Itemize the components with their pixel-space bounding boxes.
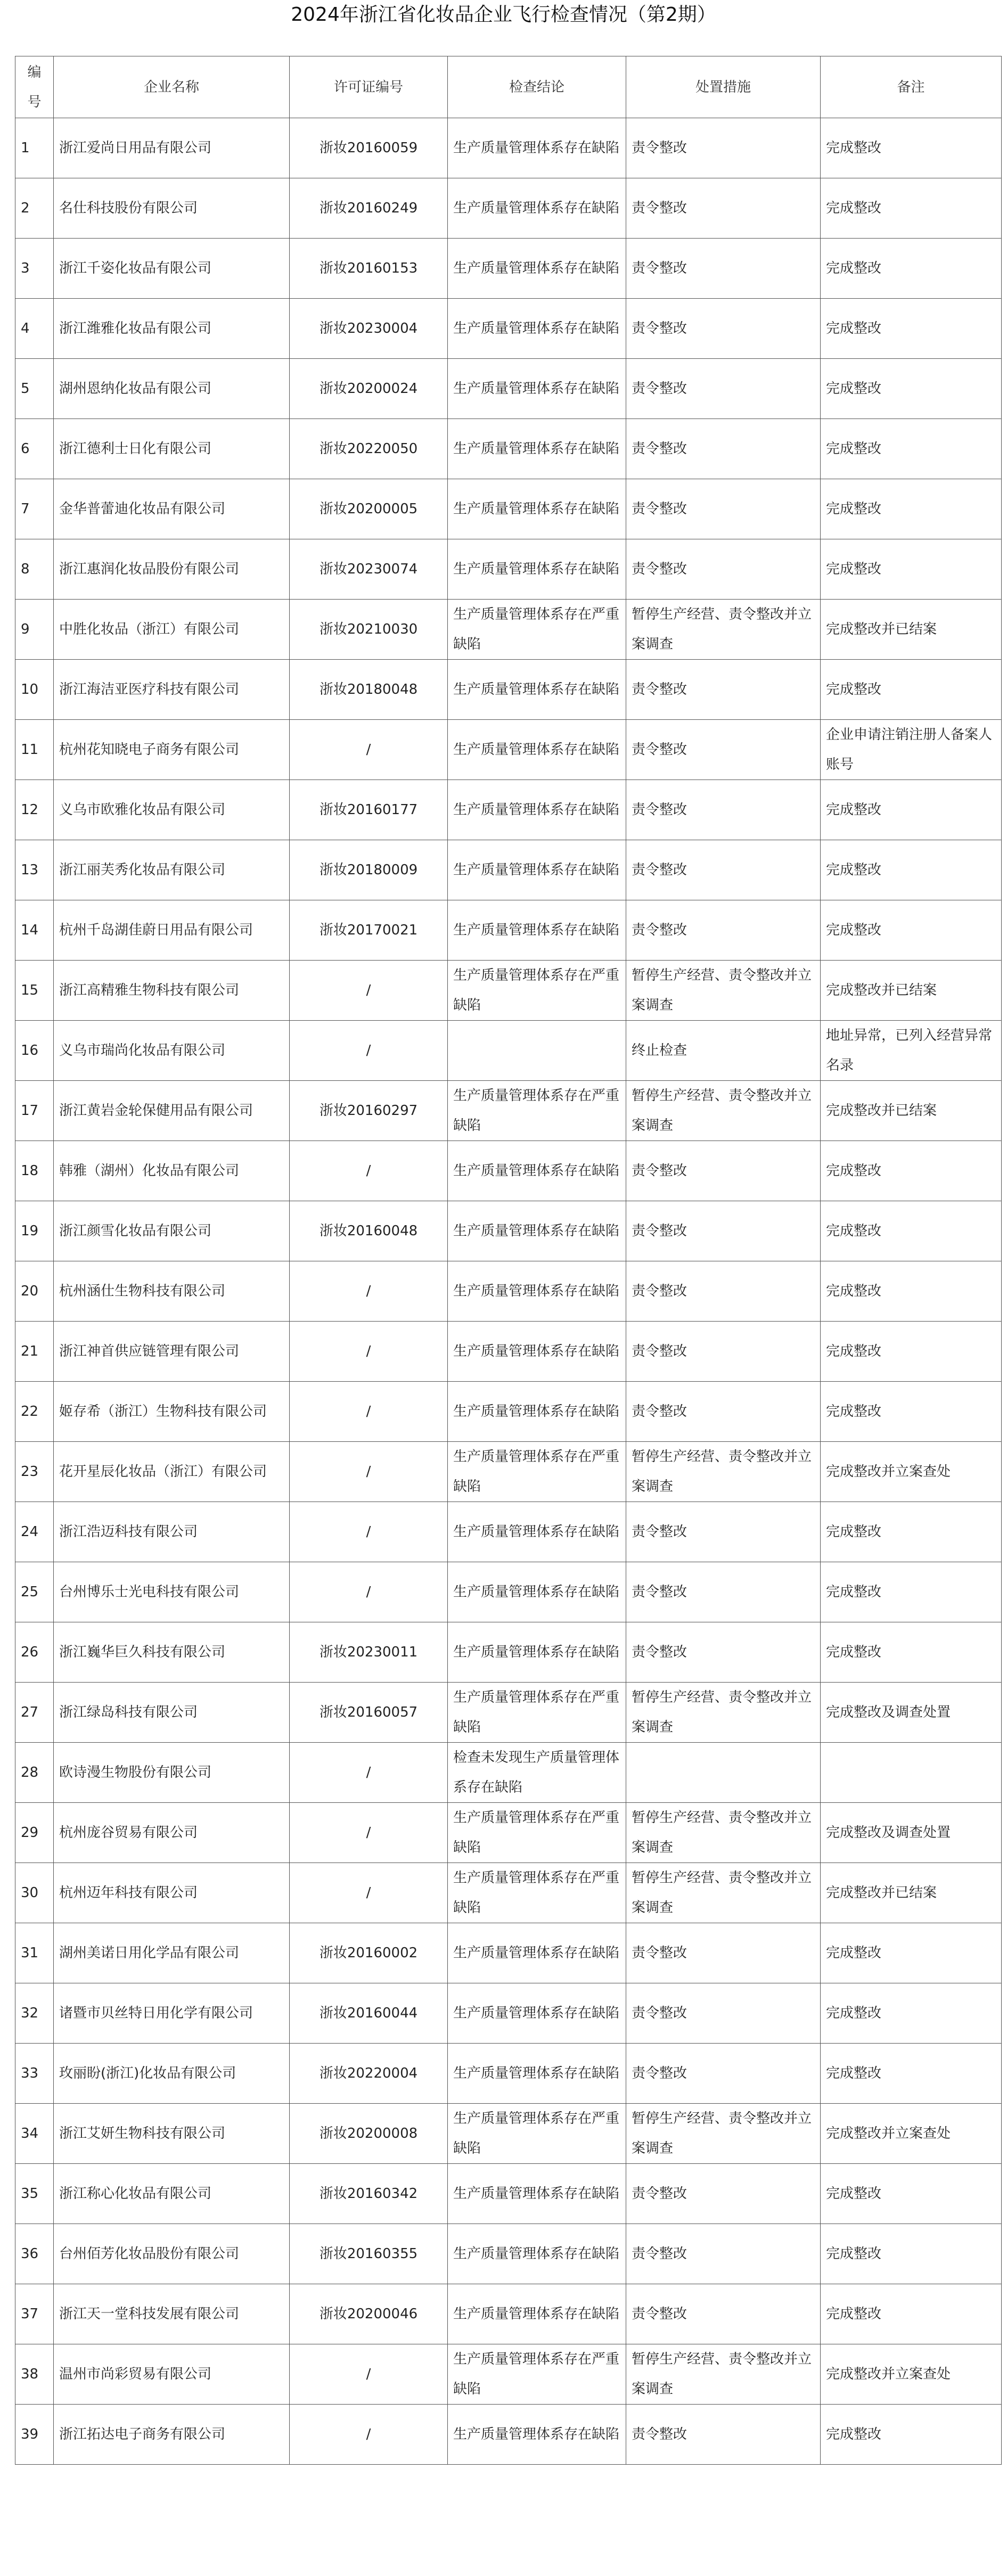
cell-company-name: 浙江称心化妆品有限公司 <box>54 2164 290 2224</box>
cell-inspection-conclusion: 生产质量管理体系存在缺陷 <box>448 1622 626 1683</box>
cell-disposal-measure: 责令整改 <box>626 2405 821 2465</box>
cell-disposal-measure: 责令整改 <box>626 479 821 539</box>
table-row <box>15 419 1002 479</box>
cell-remark: 完成整改 <box>821 780 1002 840</box>
cell-disposal-measure: 责令整改 <box>626 178 821 239</box>
cell-company-name: 姬存希（浙江）生物科技有限公司 <box>54 1382 290 1442</box>
cell-license-number: 浙妆20160355 <box>290 2224 448 2284</box>
cell-remark: 完成整改并立案查处 <box>821 2104 1002 2164</box>
cell-number: 1 <box>15 118 54 178</box>
cell-number: 31 <box>15 1923 54 1983</box>
cell-license-number: / <box>290 720 448 780</box>
cell-license-number: 浙妆20160002 <box>290 1923 448 1983</box>
table-row <box>15 118 1002 178</box>
table-row <box>15 2284 1002 2344</box>
cell-remark: 完成整改 <box>821 2284 1002 2344</box>
cell-remark: 完成整改 <box>821 118 1002 178</box>
cell-remark <box>821 1743 1002 1803</box>
cell-company-name: 浙江德利士日化有限公司 <box>54 419 290 479</box>
cell-inspection-conclusion: 生产质量管理体系存在严重缺陷 <box>448 2104 626 2164</box>
cell-company-name: 花开星辰化妆品（浙江）有限公司 <box>54 1442 290 1502</box>
cell-inspection-conclusion: 生产质量管理体系存在缺陷 <box>448 1201 626 1261</box>
table-row <box>15 660 1002 720</box>
cell-license-number: 浙妆20180009 <box>290 840 448 900</box>
table-row <box>15 539 1002 600</box>
cell-number: 28 <box>15 1743 54 1803</box>
cell-license-number: 浙妆20160048 <box>290 1201 448 1261</box>
cell-disposal-measure: 责令整改 <box>626 840 821 900</box>
cell-inspection-conclusion: 生产质量管理体系存在缺陷 <box>448 1983 626 2044</box>
cell-number: 26 <box>15 1622 54 1683</box>
table-row <box>15 2044 1002 2104</box>
table-row <box>15 1021 1002 1081</box>
cell-license-number: 浙妆20230004 <box>290 299 448 359</box>
cell-disposal-measure: 责令整改 <box>626 780 821 840</box>
cell-company-name: 浙江浩迈科技有限公司 <box>54 1502 290 1562</box>
header-row <box>15 56 1002 118</box>
cell-number: 36 <box>15 2224 54 2284</box>
cell-number: 9 <box>15 600 54 660</box>
cell-number: 19 <box>15 1201 54 1261</box>
cell-inspection-conclusion: 生产质量管理体系存在严重缺陷 <box>448 600 626 660</box>
table-row <box>15 299 1002 359</box>
cell-number: 23 <box>15 1442 54 1502</box>
cell-company-name: 玫丽盼(浙江)化妆品有限公司 <box>54 2044 290 2104</box>
cell-remark: 完成整改 <box>821 1622 1002 1683</box>
table-row <box>15 359 1002 419</box>
cell-inspection-conclusion: 生产质量管理体系存在缺陷 <box>448 720 626 780</box>
cell-license-number: 浙妆20160153 <box>290 239 448 299</box>
header-company-name: 企业名称 <box>54 56 290 118</box>
cell-remark: 完成整改并已结案 <box>821 961 1002 1021</box>
table-row <box>15 2405 1002 2465</box>
cell-inspection-conclusion: 生产质量管理体系存在缺陷 <box>448 2405 626 2465</box>
cell-number: 30 <box>15 1863 54 1923</box>
cell-company-name: 浙江爱尚日用品有限公司 <box>54 118 290 178</box>
cell-number: 2 <box>15 178 54 239</box>
cell-inspection-conclusion: 检查未发现生产质量管理体系存在缺陷 <box>448 1743 626 1803</box>
cell-inspection-conclusion: 生产质量管理体系存在缺陷 <box>448 900 626 961</box>
cell-company-name: 浙江颜雪化妆品有限公司 <box>54 1201 290 1261</box>
cell-number: 3 <box>15 239 54 299</box>
cell-inspection-conclusion: 生产质量管理体系存在缺陷 <box>448 2044 626 2104</box>
cell-disposal-measure: 责令整改 <box>626 900 821 961</box>
cell-number: 13 <box>15 840 54 900</box>
table-row <box>15 1201 1002 1261</box>
cell-disposal-measure: 暂停生产经营、责令整改并立案调查 <box>626 1081 821 1141</box>
cell-number: 8 <box>15 539 54 600</box>
cell-number: 34 <box>15 2104 54 2164</box>
table-row <box>15 479 1002 539</box>
table-row <box>15 600 1002 660</box>
cell-number: 7 <box>15 479 54 539</box>
table-row <box>15 2164 1002 2224</box>
cell-inspection-conclusion: 生产质量管理体系存在严重缺陷 <box>448 961 626 1021</box>
table-row <box>15 1743 1002 1803</box>
cell-license-number: 浙妆20200024 <box>290 359 448 419</box>
cell-remark: 完成整改及调查处置 <box>821 1803 1002 1863</box>
cell-disposal-measure: 责令整改 <box>626 1382 821 1442</box>
cell-disposal-measure: 责令整改 <box>626 1622 821 1683</box>
table-row <box>15 780 1002 840</box>
cell-remark: 完成整改 <box>821 539 1002 600</box>
cell-license-number: 浙妆20200005 <box>290 479 448 539</box>
cell-remark: 完成整改 <box>821 419 1002 479</box>
cell-inspection-conclusion: 生产质量管理体系存在缺陷 <box>448 539 626 600</box>
header-number: 编号 <box>15 56 54 118</box>
cell-disposal-measure: 责令整改 <box>626 1562 821 1622</box>
cell-inspection-conclusion: 生产质量管理体系存在缺陷 <box>448 118 626 178</box>
table-row <box>15 1502 1002 1562</box>
table-row <box>15 2344 1002 2405</box>
page-title: 2024年浙江省化妆品企业飞行检查情况（第2期） <box>291 4 716 26</box>
cell-remark: 完成整改 <box>821 1201 1002 1261</box>
table-row <box>15 720 1002 780</box>
cell-disposal-measure: 暂停生产经营、责令整改并立案调查 <box>626 600 821 660</box>
cell-company-name: 韩雅（湖州）化妆品有限公司 <box>54 1141 290 1201</box>
cell-company-name: 欧诗漫生物股份有限公司 <box>54 1743 290 1803</box>
cell-company-name: 义乌市瑞尚化妆品有限公司 <box>54 1021 290 1081</box>
cell-disposal-measure: 终止检查 <box>626 1021 821 1081</box>
cell-number: 32 <box>15 1983 54 2044</box>
cell-inspection-conclusion: 生产质量管理体系存在缺陷 <box>448 1141 626 1201</box>
cell-disposal-measure: 暂停生产经营、责令整改并立案调查 <box>626 1442 821 1502</box>
cell-inspection-conclusion: 生产质量管理体系存在缺陷 <box>448 2224 626 2284</box>
header-disposal-measure: 处置措施 <box>626 56 821 118</box>
cell-inspection-conclusion: 生产质量管理体系存在缺陷 <box>448 1923 626 1983</box>
table-row <box>15 1141 1002 1201</box>
cell-license-number: 浙妆20180048 <box>290 660 448 720</box>
table-row <box>15 1442 1002 1502</box>
cell-company-name: 杭州庞谷贸易有限公司 <box>54 1803 290 1863</box>
cell-license-number: 浙妆20160342 <box>290 2164 448 2224</box>
cell-remark: 完成整改 <box>821 2164 1002 2224</box>
cell-number: 22 <box>15 1382 54 1442</box>
table-row <box>15 1863 1002 1923</box>
cell-company-name: 浙江巍华巨久科技有限公司 <box>54 1622 290 1683</box>
cell-company-name: 名仕科技股份有限公司 <box>54 178 290 239</box>
cell-disposal-measure: 责令整改 <box>626 660 821 720</box>
cell-remark: 完成整改并已结案 <box>821 1863 1002 1923</box>
cell-inspection-conclusion: 生产质量管理体系存在缺陷 <box>448 299 626 359</box>
cell-company-name: 温州市尚彩贸易有限公司 <box>54 2344 290 2405</box>
cell-license-number: 浙妆20160057 <box>290 1683 448 1743</box>
cell-inspection-conclusion: 生产质量管理体系存在严重缺陷 <box>448 1683 626 1743</box>
table-row <box>15 2224 1002 2284</box>
cell-remark: 完成整改 <box>821 1923 1002 1983</box>
cell-disposal-measure: 责令整改 <box>626 299 821 359</box>
cell-disposal-measure: 责令整改 <box>626 359 821 419</box>
cell-number: 29 <box>15 1803 54 1863</box>
cell-remark: 完成整改 <box>821 239 1002 299</box>
cell-remark: 完成整改 <box>821 1502 1002 1562</box>
cell-disposal-measure: 暂停生产经营、责令整改并立案调查 <box>626 2104 821 2164</box>
cell-company-name: 浙江丽芙秀化妆品有限公司 <box>54 840 290 900</box>
cell-license-number: 浙妆20220004 <box>290 2044 448 2104</box>
cell-disposal-measure: 责令整改 <box>626 1983 821 2044</box>
cell-number: 14 <box>15 900 54 961</box>
cell-inspection-conclusion: 生产质量管理体系存在缺陷 <box>448 780 626 840</box>
cell-remark: 完成整改 <box>821 1382 1002 1442</box>
cell-disposal-measure: 暂停生产经营、责令整改并立案调查 <box>626 1683 821 1743</box>
cell-license-number: 浙妆20160297 <box>290 1081 448 1141</box>
cell-disposal-measure: 责令整改 <box>626 1923 821 1983</box>
table-row <box>15 1683 1002 1743</box>
cell-number: 27 <box>15 1683 54 1743</box>
cell-disposal-measure: 责令整改 <box>626 2224 821 2284</box>
cell-disposal-measure: 责令整改 <box>626 720 821 780</box>
cell-license-number: / <box>290 1502 448 1562</box>
cell-number: 11 <box>15 720 54 780</box>
cell-number: 16 <box>15 1021 54 1081</box>
table-row <box>15 178 1002 239</box>
table-row <box>15 1081 1002 1141</box>
cell-inspection-conclusion: 生产质量管理体系存在缺陷 <box>448 1322 626 1382</box>
inspection-table <box>15 56 1002 2465</box>
cell-remark: 完成整改 <box>821 1983 1002 2044</box>
header-inspection-conclusion: 检查结论 <box>448 56 626 118</box>
cell-company-name: 金华普蕾迪化妆品有限公司 <box>54 479 290 539</box>
cell-license-number: 浙妆20160249 <box>290 178 448 239</box>
table-row <box>15 1322 1002 1382</box>
cell-number: 5 <box>15 359 54 419</box>
cell-license-number: / <box>290 1562 448 1622</box>
cell-number: 18 <box>15 1141 54 1201</box>
cell-company-name: 浙江黄岩金轮保健用品有限公司 <box>54 1081 290 1141</box>
cell-license-number: 浙妆20210030 <box>290 600 448 660</box>
cell-remark: 完成整改及调查处置 <box>821 1683 1002 1743</box>
cell-license-number: / <box>290 1743 448 1803</box>
cell-company-name: 湖州恩纳化妆品有限公司 <box>54 359 290 419</box>
cell-company-name: 义乌市欧雅化妆品有限公司 <box>54 780 290 840</box>
cell-disposal-measure: 责令整改 <box>626 2164 821 2224</box>
cell-company-name: 杭州千岛湖佳蔚日用品有限公司 <box>54 900 290 961</box>
cell-license-number: 浙妆20230074 <box>290 539 448 600</box>
cell-inspection-conclusion <box>448 1021 626 1081</box>
cell-remark: 完成整改 <box>821 660 1002 720</box>
cell-number: 24 <box>15 1502 54 1562</box>
cell-company-name: 浙江潍雅化妆品有限公司 <box>54 299 290 359</box>
cell-inspection-conclusion: 生产质量管理体系存在缺陷 <box>448 359 626 419</box>
cell-license-number: / <box>290 2344 448 2405</box>
cell-inspection-conclusion: 生产质量管理体系存在缺陷 <box>448 1261 626 1322</box>
cell-disposal-measure: 责令整改 <box>626 539 821 600</box>
table-row <box>15 239 1002 299</box>
cell-license-number: / <box>290 1261 448 1322</box>
cell-company-name: 浙江海洁亚医疗科技有限公司 <box>54 660 290 720</box>
cell-license-number: / <box>290 1382 448 1442</box>
cell-remark: 完成整改 <box>821 479 1002 539</box>
cell-number: 4 <box>15 299 54 359</box>
cell-company-name: 浙江拓达电子商务有限公司 <box>54 2405 290 2465</box>
cell-remark: 完成整改 <box>821 2405 1002 2465</box>
table-row <box>15 961 1002 1021</box>
cell-license-number: / <box>290 1322 448 1382</box>
cell-inspection-conclusion: 生产质量管理体系存在缺陷 <box>448 2284 626 2344</box>
cell-disposal-measure: 责令整改 <box>626 1261 821 1322</box>
cell-remark: 完成整改 <box>821 1322 1002 1382</box>
cell-remark: 企业申请注销注册人备案人账号 <box>821 720 1002 780</box>
cell-disposal-measure: 责令整改 <box>626 1141 821 1201</box>
cell-number: 15 <box>15 961 54 1021</box>
cell-inspection-conclusion: 生产质量管理体系存在缺陷 <box>448 840 626 900</box>
cell-number: 39 <box>15 2405 54 2465</box>
cell-company-name: 诸暨市贝丝特日用化学有限公司 <box>54 1983 290 2044</box>
table-row <box>15 1382 1002 1442</box>
cell-license-number: 浙妆20160059 <box>290 118 448 178</box>
cell-remark: 完成整改 <box>821 178 1002 239</box>
cell-inspection-conclusion: 生产质量管理体系存在缺陷 <box>448 1562 626 1622</box>
cell-license-number: 浙妆20200046 <box>290 2284 448 2344</box>
cell-disposal-measure: 责令整改 <box>626 2044 821 2104</box>
table-row <box>15 1923 1002 1983</box>
cell-license-number: 浙妆20220050 <box>290 419 448 479</box>
cell-number: 6 <box>15 419 54 479</box>
cell-remark: 完成整改并立案查处 <box>821 1442 1002 1502</box>
cell-company-name: 杭州迈年科技有限公司 <box>54 1863 290 1923</box>
cell-company-name: 台州博乐士光电科技有限公司 <box>54 1562 290 1622</box>
cell-disposal-measure: 责令整改 <box>626 419 821 479</box>
table-row <box>15 900 1002 961</box>
table-row <box>15 1803 1002 1863</box>
cell-number: 38 <box>15 2344 54 2405</box>
table-row <box>15 1261 1002 1322</box>
cell-disposal-measure: 责令整改 <box>626 118 821 178</box>
cell-disposal-measure: 暂停生产经营、责令整改并立案调查 <box>626 1803 821 1863</box>
cell-inspection-conclusion: 生产质量管理体系存在缺陷 <box>448 419 626 479</box>
cell-license-number: 浙妆20160044 <box>290 1983 448 2044</box>
table-header <box>15 56 1002 118</box>
cell-company-name: 中胜化妆品（浙江）有限公司 <box>54 600 290 660</box>
cell-number: 25 <box>15 1562 54 1622</box>
cell-license-number: / <box>290 2405 448 2465</box>
cell-inspection-conclusion: 生产质量管理体系存在严重缺陷 <box>448 1081 626 1141</box>
cell-number: 17 <box>15 1081 54 1141</box>
cell-inspection-conclusion: 生产质量管理体系存在缺陷 <box>448 1382 626 1442</box>
cell-number: 35 <box>15 2164 54 2224</box>
cell-number: 33 <box>15 2044 54 2104</box>
cell-inspection-conclusion: 生产质量管理体系存在缺陷 <box>448 479 626 539</box>
cell-inspection-conclusion: 生产质量管理体系存在缺陷 <box>448 178 626 239</box>
cell-remark: 完成整改 <box>821 1141 1002 1201</box>
cell-inspection-conclusion: 生产质量管理体系存在严重缺陷 <box>448 1863 626 1923</box>
cell-company-name: 浙江神首供应链管理有限公司 <box>54 1322 290 1382</box>
cell-disposal-measure: 责令整改 <box>626 1322 821 1382</box>
cell-company-name: 浙江艾妍生物科技有限公司 <box>54 2104 290 2164</box>
cell-remark: 完成整改 <box>821 2224 1002 2284</box>
cell-inspection-conclusion: 生产质量管理体系存在缺陷 <box>448 1502 626 1562</box>
header-license-number: 许可证编号 <box>290 56 448 118</box>
cell-license-number: / <box>290 1863 448 1923</box>
cell-number: 10 <box>15 660 54 720</box>
cell-inspection-conclusion: 生产质量管理体系存在缺陷 <box>448 660 626 720</box>
cell-inspection-conclusion: 生产质量管理体系存在严重缺陷 <box>448 1803 626 1863</box>
cell-remark: 完成整改 <box>821 1261 1002 1322</box>
cell-remark: 完成整改并已结案 <box>821 600 1002 660</box>
cell-remark: 完成整改 <box>821 299 1002 359</box>
cell-disposal-measure: 暂停生产经营、责令整改并立案调查 <box>626 1863 821 1923</box>
cell-remark: 完成整改 <box>821 359 1002 419</box>
cell-license-number: / <box>290 1803 448 1863</box>
table-body <box>15 118 1002 2465</box>
cell-number: 20 <box>15 1261 54 1322</box>
cell-company-name: 浙江千姿化妆品有限公司 <box>54 239 290 299</box>
cell-license-number: 浙妆20200008 <box>290 2104 448 2164</box>
cell-remark: 完成整改并已结案 <box>821 1081 1002 1141</box>
cell-remark: 完成整改 <box>821 840 1002 900</box>
cell-company-name: 杭州涵仕生物科技有限公司 <box>54 1261 290 1322</box>
cell-license-number: / <box>290 1021 448 1081</box>
cell-number: 21 <box>15 1322 54 1382</box>
table-row <box>15 2104 1002 2164</box>
cell-license-number: / <box>290 1442 448 1502</box>
cell-inspection-conclusion: 生产质量管理体系存在缺陷 <box>448 239 626 299</box>
cell-disposal-measure <box>626 1743 821 1803</box>
cell-inspection-conclusion: 生产质量管理体系存在严重缺陷 <box>448 1442 626 1502</box>
cell-disposal-measure: 责令整改 <box>626 1502 821 1562</box>
cell-disposal-measure: 暂停生产经营、责令整改并立案调查 <box>626 2344 821 2405</box>
table-row <box>15 840 1002 900</box>
header-remark: 备注 <box>821 56 1002 118</box>
cell-company-name: 浙江绿岛科技有限公司 <box>54 1683 290 1743</box>
cell-company-name: 浙江高精雅生物科技有限公司 <box>54 961 290 1021</box>
cell-disposal-measure: 责令整改 <box>626 2284 821 2344</box>
cell-number: 12 <box>15 780 54 840</box>
cell-company-name: 浙江天一堂科技发展有限公司 <box>54 2284 290 2344</box>
cell-company-name: 杭州花知晓电子商务有限公司 <box>54 720 290 780</box>
cell-license-number: 浙妆20160177 <box>290 780 448 840</box>
cell-inspection-conclusion: 生产质量管理体系存在缺陷 <box>448 2164 626 2224</box>
table-row <box>15 1983 1002 2044</box>
cell-number: 37 <box>15 2284 54 2344</box>
cell-license-number: / <box>290 1141 448 1201</box>
cell-disposal-measure: 暂停生产经营、责令整改并立案调查 <box>626 961 821 1021</box>
table-row <box>15 1562 1002 1622</box>
cell-disposal-measure: 责令整改 <box>626 239 821 299</box>
cell-remark: 完成整改并立案查处 <box>821 2344 1002 2405</box>
cell-remark: 完成整改 <box>821 2044 1002 2104</box>
cell-company-name: 浙江惠润化妆品股份有限公司 <box>54 539 290 600</box>
cell-company-name: 湖州美诺日用化学品有限公司 <box>54 1923 290 1983</box>
cell-disposal-measure: 责令整改 <box>626 1201 821 1261</box>
cell-remark: 地址异常，已列入经营异常名录 <box>821 1021 1002 1081</box>
cell-license-number: 浙妆20170021 <box>290 900 448 961</box>
cell-inspection-conclusion: 生产质量管理体系存在严重缺陷 <box>448 2344 626 2405</box>
cell-remark: 完成整改 <box>821 1562 1002 1622</box>
cell-license-number: / <box>290 961 448 1021</box>
cell-remark: 完成整改 <box>821 900 1002 961</box>
table-row <box>15 1622 1002 1683</box>
cell-license-number: 浙妆20230011 <box>290 1622 448 1683</box>
cell-company-name: 台州佰芳化妆品股份有限公司 <box>54 2224 290 2284</box>
